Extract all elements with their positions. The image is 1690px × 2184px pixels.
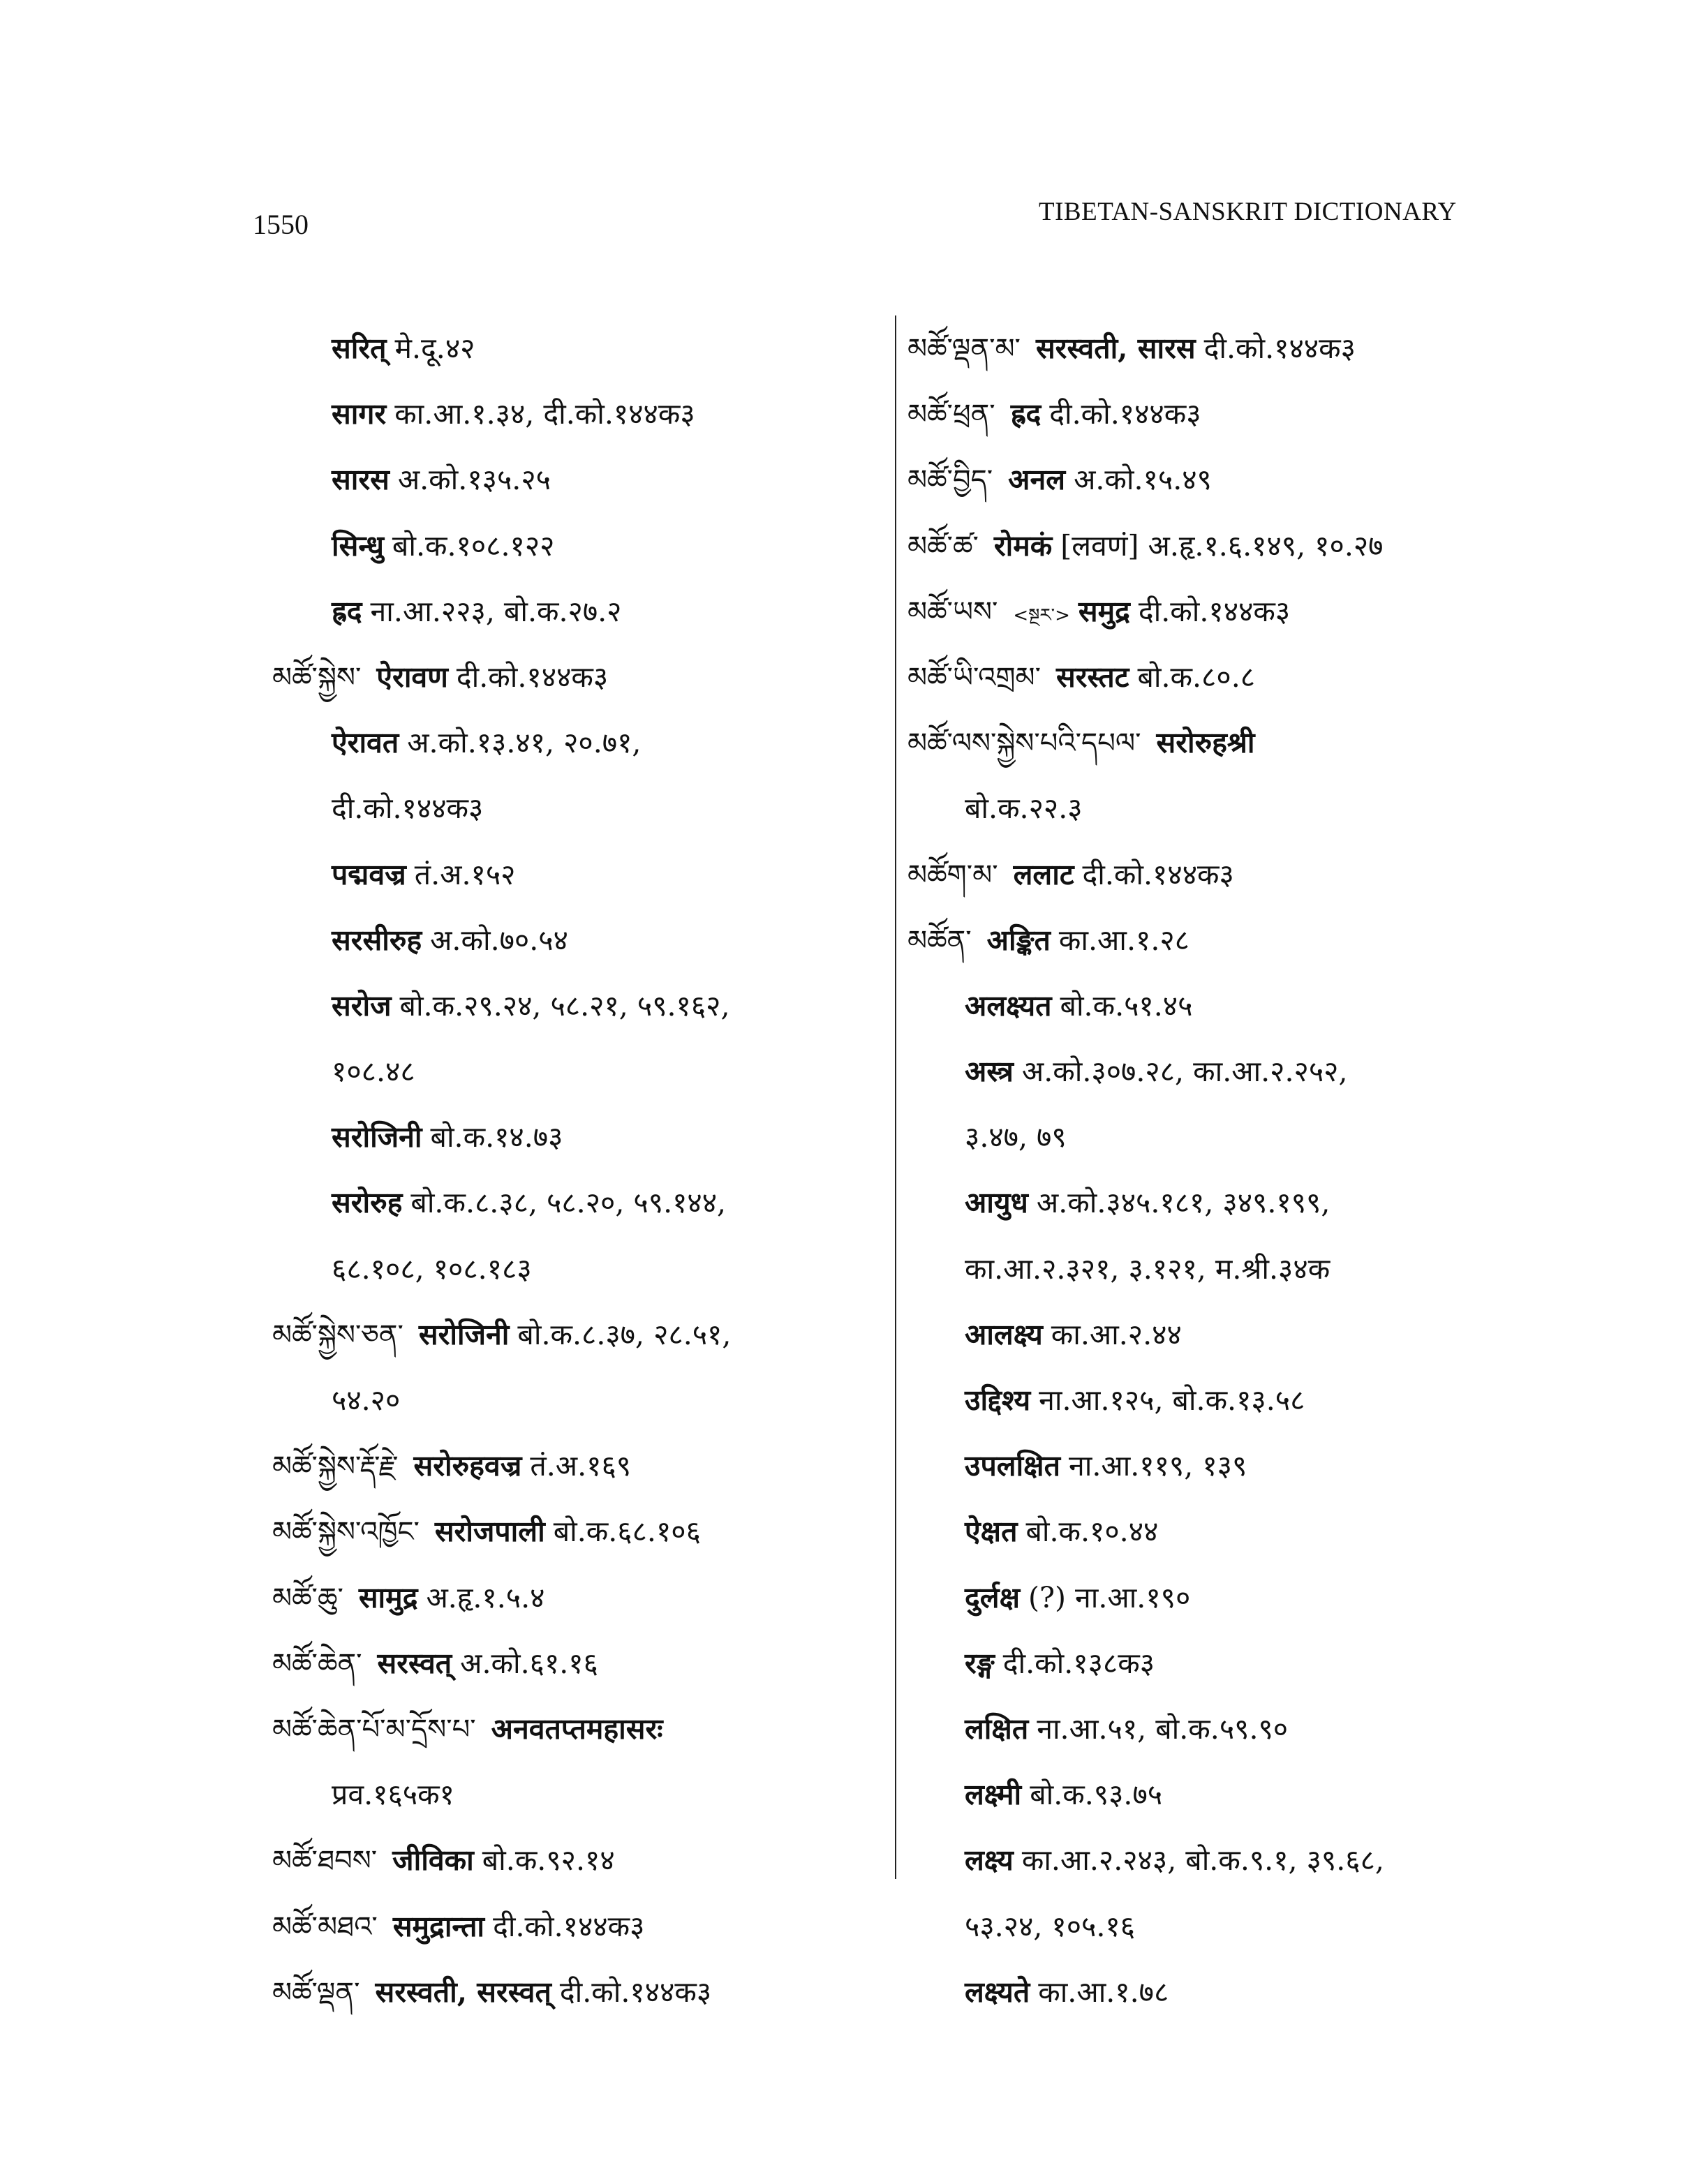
sanskrit-equivalent: लक्ष्यते (965, 1975, 1030, 2009)
sanskrit-equivalent: उद्दिश्य (965, 1383, 1031, 1417)
sanskrit-equivalent: अलक्ष्यत (965, 988, 1052, 1023)
entry-continuation-line (272, 1367, 887, 1433)
entry-equivalent-line (272, 1170, 887, 1235)
sanskrit-equivalent: सामुद्र (358, 1580, 418, 1614)
page-number: 1550 (253, 209, 309, 240)
entry-continuation-line (907, 1894, 1508, 1959)
sanskrit-equivalent: अङ्कित (986, 923, 1051, 957)
sanskrit-equivalent: अस्त्र (965, 1055, 1014, 1089)
entry-continuation-line (272, 1762, 887, 1827)
usage-note: <སྔར་> (1013, 604, 1070, 626)
tibetan-headword: མཚོ་ལས་སྐྱེས་པའི་དཔལ་ (907, 727, 1141, 760)
tibetan-headword: མཚོ་ལྡན་མ་ (907, 333, 1021, 365)
entry-continuation-line (272, 775, 887, 841)
entry-equivalent-line (907, 1039, 1508, 1104)
sanskrit-equivalent: ऐरावत (332, 726, 399, 760)
source-reference: दी.को.१४४क३ (559, 1975, 712, 2009)
source-reference: अ.को.३०७.२८, का.आ.२.२५२, (1021, 1055, 1348, 1089)
entry-equivalent-line (272, 842, 887, 907)
sanskrit-equivalent: आलक्ष्य (965, 1317, 1043, 1351)
sanskrit-equivalent: रङ्ग (965, 1646, 995, 1680)
source-reference: ना.आ.१२५, बो.क.१३.५८ (1039, 1383, 1305, 1417)
tibetan-headword: མཚོ་ཡས་ (907, 595, 998, 628)
source-reference: बो.क.९२.१४ (482, 1843, 615, 1878)
entry-equivalent-line (907, 1696, 1508, 1762)
source-reference: ६८.१०८, १०८.१८३ (332, 1251, 532, 1286)
sanskrit-equivalent: उपलक्षित (965, 1449, 1060, 1483)
sanskrit-equivalent: अनल (1008, 463, 1066, 497)
entry-headword-line (907, 315, 1508, 381)
source-reference: का.आ.२.३२१, ३.१२१, म.श्री.३४क (965, 1251, 1330, 1286)
entry-headword-line (272, 1565, 887, 1630)
sanskrit-equivalent: सरोजिनी (332, 1120, 422, 1154)
sanskrit-equivalent: पद्मवज्र (332, 857, 406, 891)
source-reference: बो.क.२२.३ (965, 792, 1083, 826)
source-reference: बो.क.८.३८, ५८.२०, ५९.१४४, (410, 1186, 727, 1220)
entry-equivalent-line (907, 1762, 1508, 1827)
source-reference: तं.अ.१६९ (530, 1449, 632, 1483)
tibetan-headword: མཚོ་ཆེན་པོ་མ་དྲོས་པ་ (272, 1713, 476, 1746)
source-reference: बो.क.६८.१०६ (553, 1515, 701, 1549)
entry-headword-line (272, 644, 887, 710)
sanskrit-equivalent: सरस्वती, सरस्वत् (375, 1975, 551, 2009)
sanskrit-equivalent: सरोरुह (332, 1186, 403, 1220)
sanskrit-equivalent: ह्रद (1010, 397, 1042, 431)
sanskrit-equivalent: ऐक्षत (965, 1515, 1018, 1549)
tibetan-headword: མཚོ་ཐབས་ (272, 1845, 378, 1878)
entry-headword-line (272, 1894, 887, 1959)
right-column (907, 315, 1508, 2025)
source-reference: बो.क.८.३७, २८.५१, (517, 1317, 732, 1351)
tibetan-headword: མཚོ་ཡི་འགྲམ་ (907, 661, 1041, 694)
source-reference: [लवणं] अ.हृ.१.६.१४९, १०.२७ (1060, 528, 1384, 563)
entry-headword-line (907, 644, 1508, 710)
sanskrit-equivalent: ऐरावण (376, 660, 448, 694)
entry-equivalent-line (907, 1499, 1508, 1564)
source-reference: दी.को.१४४क३ (493, 1909, 645, 1943)
tibetan-headword: མཚོ་ཆུ་ (272, 1582, 343, 1614)
sanskrit-equivalent: सरित् (332, 332, 387, 365)
tibetan-headword: མཚོ་ཚ་ (907, 530, 979, 563)
source-reference: तं.अ.१५२ (414, 857, 516, 891)
source-reference: ५३.२४, १०५.१६ (965, 1909, 1136, 1943)
entry-headword-line (907, 447, 1508, 512)
entry-equivalent-line (907, 973, 1508, 1039)
tibetan-headword: མཚོ་སྐྱེས་ (272, 661, 362, 694)
entry-continuation-line (272, 1039, 887, 1104)
entry-headword-line (272, 1433, 887, 1499)
source-reference: अ.को.१५.४९ (1074, 463, 1212, 497)
source-reference: अ.हृ.१.५.४ (426, 1580, 545, 1614)
sanskrit-equivalent: लक्ष्मी (965, 1778, 1022, 1812)
source-reference: का.आ.१.३४, दी.को.१४४क३ (394, 397, 695, 431)
sanskrit-equivalent: दुर्लक्ष (965, 1580, 1020, 1614)
sanskrit-equivalent: सरसीरुह (332, 923, 422, 957)
entry-continuation-line (907, 775, 1508, 841)
sanskrit-equivalent: रोमकं (993, 528, 1053, 563)
entry-equivalent-line (272, 315, 887, 381)
source-reference: दी.को.१४४क३ (1138, 594, 1291, 628)
entry-headword-line (272, 1302, 887, 1367)
source-reference: अ.को.१३५.२५ (397, 463, 551, 497)
sanskrit-equivalent: सरोजिनी (418, 1317, 510, 1351)
entry-continuation-line (907, 1236, 1508, 1302)
entry-equivalent-line (272, 907, 887, 973)
column-divider (895, 315, 896, 1879)
sanskrit-equivalent: सरोजपाली (434, 1515, 545, 1549)
entry-headword-line (907, 381, 1508, 447)
sanskrit-equivalent: सिन्धु (332, 528, 384, 563)
sanskrit-equivalent: ह्रद (332, 594, 362, 628)
sanskrit-equivalent: अनवतप्तमहासरः (491, 1711, 663, 1746)
running-head: TIBETAN-SANSKRIT DICTIONARY (1039, 198, 1457, 226)
source-reference: का.आ.१.२८ (1058, 923, 1189, 957)
source-reference: बो.क.९३.७५ (1030, 1778, 1163, 1812)
source-reference: ५४.२० (332, 1383, 401, 1417)
left-column (272, 315, 887, 2025)
entry-equivalent-line (907, 1433, 1508, 1499)
sanskrit-equivalent: समुद्र (1078, 594, 1130, 628)
source-reference: बो.क.२९.२४, ५८.२१, ५९.१६२, (399, 988, 730, 1023)
entry-equivalent-line (272, 513, 887, 579)
entry-continuation-line (907, 1104, 1508, 1170)
source-reference: (?) ना.आ.१९० (1028, 1580, 1191, 1614)
sanskrit-equivalent: सरोज (332, 988, 392, 1023)
sanskrit-equivalent: लक्ष्य (965, 1843, 1014, 1878)
entry-headword-line (272, 1630, 887, 1696)
source-reference: बो.क.१०८.१२२ (392, 528, 555, 563)
entry-equivalent-line (272, 447, 887, 512)
source-reference: बो.क.१०.४४ (1025, 1515, 1159, 1549)
source-reference: बो.क.८०.८ (1137, 660, 1256, 694)
tibetan-headword: མཚོ་ཕྲན་ (907, 399, 995, 431)
sanskrit-equivalent: लक्षित (965, 1711, 1029, 1746)
source-reference: मे.दू.४२ (394, 332, 475, 365)
sanskrit-equivalent: सरस्वत् (377, 1646, 452, 1680)
source-reference: बो.क.१४.७३ (430, 1120, 563, 1154)
source-reference: दी.को.१४४क३ (456, 660, 609, 694)
tibetan-headword: མཚོག་མ་ (907, 859, 998, 891)
sanskrit-equivalent: सरोरुहश्री (1156, 726, 1255, 760)
source-reference: ना.आ.५१, बो.क.५९.९० (1037, 1711, 1289, 1746)
sanskrit-equivalent: सागर (332, 397, 387, 431)
entry-headword-line (907, 513, 1508, 579)
entry-headword-line (272, 1696, 887, 1762)
source-reference: दी.को.१४४क३ (1049, 397, 1201, 431)
source-reference: दी.को.१४४क३ (332, 792, 484, 826)
sanskrit-equivalent: सारस (332, 463, 390, 497)
source-reference: अ.को.७०.५४ (430, 923, 568, 957)
entry-equivalent-line (907, 1170, 1508, 1235)
source-reference: अ.को.३४५.१८१, ३४९.१९९, (1036, 1186, 1330, 1220)
entry-headword-line (272, 1499, 887, 1564)
source-reference: ३.४७, ७९ (965, 1120, 1067, 1154)
source-reference: अ.को.१३.४१, २०.७१, (407, 726, 642, 760)
entry-headword-line (907, 579, 1508, 644)
tibetan-headword: མཚོན་ (907, 924, 972, 957)
source-reference: अ.को.६१.१६ (460, 1646, 598, 1680)
entry-equivalent-line (272, 579, 887, 644)
tibetan-headword: མཚོ་མཐའ་ (272, 1910, 378, 1943)
sanskrit-equivalent: सरस्तट (1056, 660, 1129, 694)
tibetan-headword: མཚོ་སྐྱེས་འཁྱོང་ (272, 1516, 420, 1549)
source-reference: का.आ.१.७८ (1038, 1975, 1169, 2009)
tibetan-headword: མཚོ་སྐྱེས་རྡོ་རྗེ་ (272, 1450, 399, 1483)
sanskrit-equivalent: ललाट (1013, 857, 1074, 891)
sanskrit-equivalent: सरोरुहवज्र (413, 1449, 522, 1483)
entry-equivalent-line (907, 1367, 1508, 1433)
entry-equivalent-line (272, 381, 887, 447)
source-reference: का.आ.२.४४ (1051, 1317, 1182, 1351)
sanskrit-equivalent: जीविका (392, 1843, 474, 1878)
source-reference: दी.को.१४४क३ (1203, 332, 1356, 365)
entry-equivalent-line (907, 1302, 1508, 1367)
entry-equivalent-line (907, 1959, 1508, 2025)
entry-equivalent-line (272, 973, 887, 1039)
sanskrit-equivalent: सरस्वती, सारस (1035, 332, 1196, 365)
source-reference: ना.आ.२२३, बो.क.२७.२ (370, 594, 622, 628)
entry-headword-line (272, 1959, 887, 2025)
entry-continuation-line (272, 1236, 887, 1302)
sanskrit-equivalent: आयुध (965, 1186, 1028, 1220)
entry-headword-line (907, 710, 1508, 775)
tibetan-headword: མཚོ་ཆེན་ (272, 1647, 362, 1680)
tibetan-headword: མཚོ་སྐྱེས་ཅན་ (272, 1318, 403, 1351)
tibetan-headword: མཚོ་ལྡན་ (272, 1976, 360, 2009)
source-reference: प्रव.१६५क१ (332, 1778, 454, 1812)
entry-equivalent-line (907, 1827, 1508, 1893)
entry-equivalent-line (907, 1565, 1508, 1630)
entry-equivalent-line (907, 1630, 1508, 1696)
source-reference: १०८.४८ (332, 1055, 415, 1089)
source-reference: ना.आ.११९, १३९ (1068, 1449, 1247, 1483)
entry-equivalent-line (272, 710, 887, 775)
entry-headword-line (272, 1827, 887, 1893)
source-reference: का.आ.२.२४३, बो.क.९.१, ३९.६८, (1021, 1843, 1384, 1878)
source-reference: दी.को.१४४क३ (1082, 857, 1234, 891)
entry-equivalent-line (272, 1104, 887, 1170)
source-reference: दी.को.१३८क३ (1002, 1646, 1155, 1680)
source-reference: बो.क.५१.४५ (1060, 988, 1193, 1023)
sanskrit-equivalent: समुद्रान्ता (392, 1909, 485, 1943)
tibetan-headword: མཚོ་བྱིད་ (907, 464, 993, 497)
entry-headword-line (907, 907, 1508, 973)
entry-headword-line (907, 842, 1508, 907)
